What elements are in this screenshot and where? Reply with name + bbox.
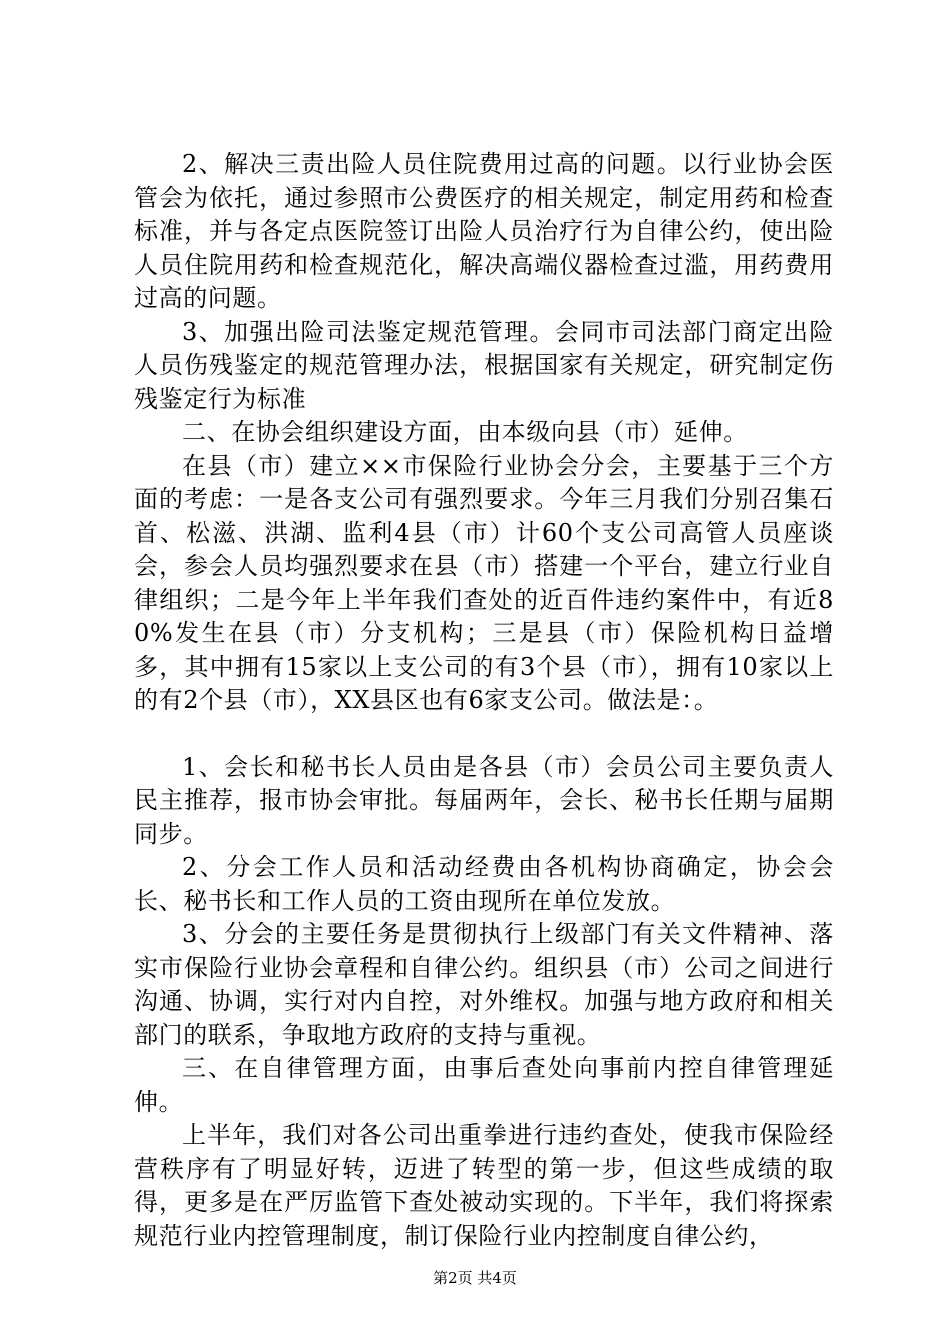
- page-footer: 第2页 共4页: [433, 1269, 517, 1287]
- paragraph-5: 1、会长和秘书长人员由是各县（市）会员公司主要负责人民主推荐，报市协会审批。每届两年，会长、秘书长任期与届期同步。: [134, 752, 834, 848]
- document-body: [134, 148, 834, 1253]
- paragraph-4: 在县（市）建立××市保险行业协会分会，主要基于三个方面的考虑：一是各支公司有强烈要求。今年三月我们分别召集石首、松滋、洪湖、监利4县（市）计60个支公司高管人员座谈会，参会人员均强烈要求在县（市）搭建一个平台，建立行业自律组织；二是今年上半年我们查处的近百件违约案件中，有近80%发生在县（市）分支机构；三是县（市）保险机构日益增多，其中拥有15家以上支公司的有3个县（市），拥有10家以上的有2个县（市），XX县区也有6家支公司。做法是：。: [134, 451, 834, 714]
- section-heading-2: 二、在协会组织建设方面，由本级向县（市）延伸。: [182, 418, 748, 446]
- paragraph-7: 3、分会的主要任务是贯彻执行上级部门有关文件精神、落实市保险行业协会章程和自律公约。组织县（市）公司之间进行沟通、协调，实行对内自控，对外维权。加强与地方政府和相关部门的联系，争取地方政府的支持与重视。: [134, 920, 834, 1049]
- paragraph-6: 2、分会工作人员和活动经费由各机构协商确定，协会会长、秘书长和工作人员的工资由现所在单位发放。: [134, 853, 834, 915]
- section-heading-3: 三、在自律管理方面，由事后查处向事前内控自律管理延伸。: [134, 1054, 834, 1116]
- paragraph-1: 2、解决三责出险人员住院费用过高的问题。以行业协会医管会为依托，通过参照市公费医疗的相关规定，制定用药和检查标准，并与各定点医院签订出险人员治疗行为自律公约，使出险人员住院用药和检查规范化，解决高端仪器检查过滥，用药费用过高的问题。: [134, 150, 834, 312]
- paragraph-9: 上半年，我们对各公司出重拳进行违约查处，使我市保险经营秩序有了明显好转，迈进了转型的第一步，但这些成绩的取得，更多是在严厉监管下查处被动实现的。下半年，我们将探索规范行业内控管理制度，制订保险行业内控制度自律公约，: [134, 1121, 834, 1250]
- paragraph-2: 3、加强出险司法鉴定规范管理。会同市司法部门商定出险人员伤残鉴定的规范管理办法，根据国家有关规定，研究制定伤残鉴定行为标准: [134, 317, 834, 413]
